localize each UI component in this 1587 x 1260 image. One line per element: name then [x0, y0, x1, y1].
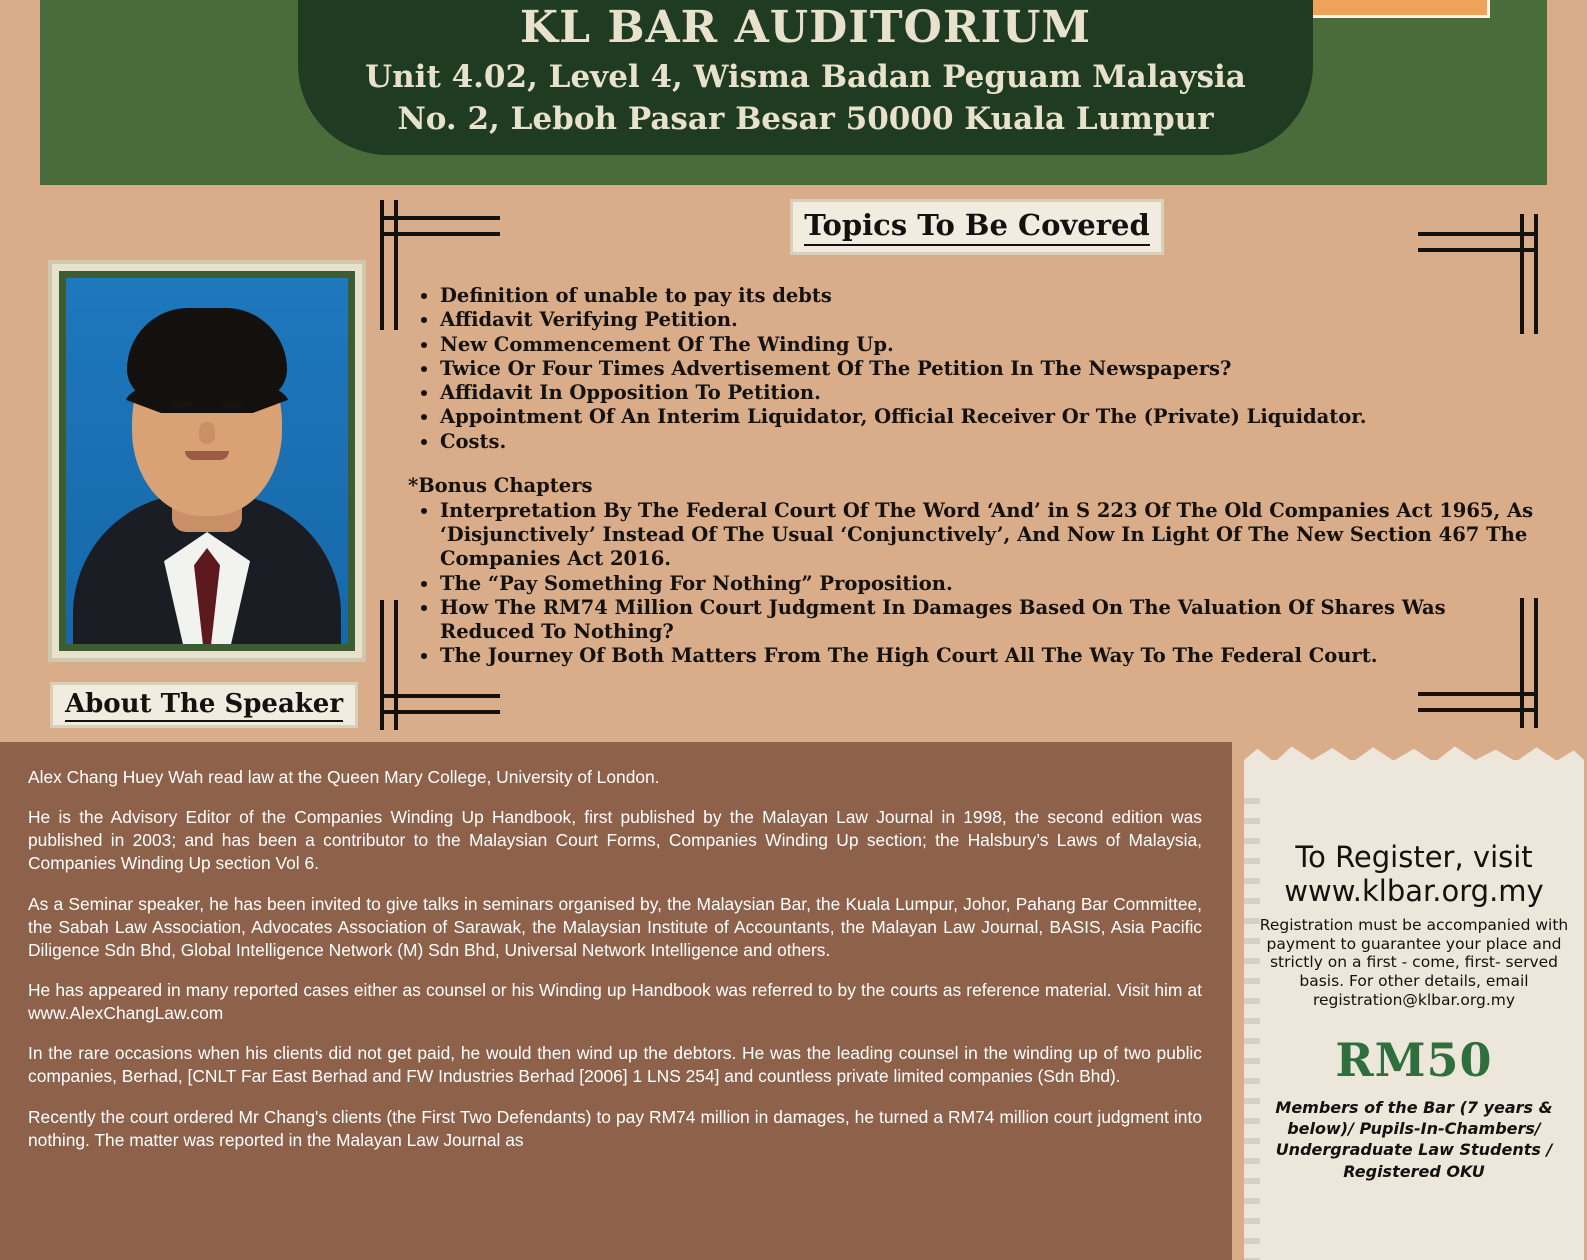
bio-paragraph: As a Seminar speaker, he has been invited to give talks in seminars organised by, the Malaysian Bar, the Kuala Lumpur, Johor, Pahang Bar Committee, the Sabah Law Association, Advocates Association of Sarawak, the Malaysian Institute of Accountants, the Malayan Law Journal, BASIS, Asia Pacific Diligence Sdn Bhd, Global Intelligence Network (M) Sdn Bhd, Universal Network Intelligence and others.: [28, 893, 1202, 960]
registration-panel: [1244, 760, 1584, 1260]
bio-paragraph: He is the Advisory Editor of the Companies Winding Up Handbook, first published by the Malayan Law Journal in 1998, the second edition was published in 2003; and has been a contributor to the Malaysian Court Forms, Companies Winding Up section; the Halsbury’s Laws of Malaysia, Companies Winding Up section Vol 6.: [28, 807, 1202, 874]
bio-paragraph: In the rare occasions when his clients did not get paid, he would then wind up the debtors. He was the leading counsel in the winding up of two public companies, Berhad, [CNLT Far East Berhad and FW Industries Berhad [2006] 1 LNS 254] and countless private limited companies (Sdn Bhd).: [28, 1043, 1202, 1087]
list-item: • Affidavit Verifying Petition.: [440, 308, 1538, 332]
speaker-portrait-image: [59, 271, 355, 651]
list-item: • Interpretation By The Federal Court Of The Word ‘And’ in S 223 Of The Old Companies Act 1965, As ‘Disjunctively’ Instead Of The Usual ‘Conjunctively’, And Now In Light Of The New Section 467 The Companies Act 2016.: [440, 499, 1538, 572]
list-item: • Appointment Of An Interim Liquidator, Official Receiver Or The (Private) Liquidator.: [440, 405, 1538, 429]
list-item: • Definition of unable to pay its debts: [440, 284, 1538, 308]
bio-paragraph: Recently the court ordered Mr Chang's clients (the First Two Defendants) to pay RM74 million in damages, he turned a RM74 million court judgment into nothing. The matter was reported in the Malayan Law Journal as: [28, 1106, 1202, 1150]
registration-note: Registration must be accompanied with payment to guarantee your place and strictly on a first - come, first- served basis. For other details, email registration@klbar.org.my: [1259, 916, 1569, 1009]
bonus-topics-list: [408, 499, 1538, 669]
topics-list-block: [408, 284, 1538, 669]
topics-heading-text: Topics To Be Covered: [804, 208, 1149, 246]
venue-address-line-2: No. 2, Leboh Pasar Besar 50000 Kuala Lumpur: [397, 101, 1214, 138]
price-eligibility-note: Members of the Bar (7 years & below)/ Pupils-In-Chambers/ Undergraduate Law Students / Registered OKU: [1275, 1098, 1553, 1181]
speaker-photo: [48, 260, 366, 662]
venue-address-line-1: Unit 4.02, Level 4, Wisma Badan Peguam Malaysia: [365, 59, 1246, 96]
list-item: • The Journey Of Both Matters From The High Court All The Way To The Federal Court.: [440, 644, 1538, 668]
venue-title: KL BAR AUDITORIUM: [519, 2, 1092, 54]
list-item: • Affidavit In Opposition To Petition.: [440, 381, 1538, 405]
venue-header: [298, 0, 1313, 155]
bio-paragraph: He has appeared in many reported cases either as counsel or his Winding up Handbook was referred to by the courts as reference material. Visit him at www.AlexChangLaw.com: [28, 979, 1202, 1024]
topics-heading-badge: [790, 199, 1164, 255]
bio-paragraph: Alex Chang Huey Wah read law at the Queen Mary College, University of London.: [28, 767, 660, 787]
list-item: • How The RM74 Million Court Judgment In Damages Based On The Valuation Of Shares Was Reduced To Nothing?: [440, 596, 1538, 645]
list-item: • New Commencement Of The Winding Up.: [440, 333, 1538, 357]
list-item: • Twice Or Four Times Advertisement Of The Petition In The Newspapers?: [440, 357, 1538, 381]
panel-left-perforation: [1244, 784, 1260, 1260]
list-item: • The “Pay Something For Nothing” Proposition.: [440, 572, 1538, 596]
register-heading: To Register, visit: [1295, 840, 1533, 874]
about-the-speaker-label: [50, 682, 358, 728]
topics-list: [408, 284, 1538, 454]
bonus-chapters-heading: *Bonus Chapters: [408, 473, 593, 497]
about-the-speaker-text: About The Speaker: [65, 689, 343, 722]
speaker-bio-panel: [0, 742, 1232, 1260]
list-item: • Costs.: [440, 430, 1538, 454]
register-url[interactable]: www.klbar.org.my: [1284, 874, 1544, 909]
price-amount: RM50: [1335, 1033, 1493, 1088]
